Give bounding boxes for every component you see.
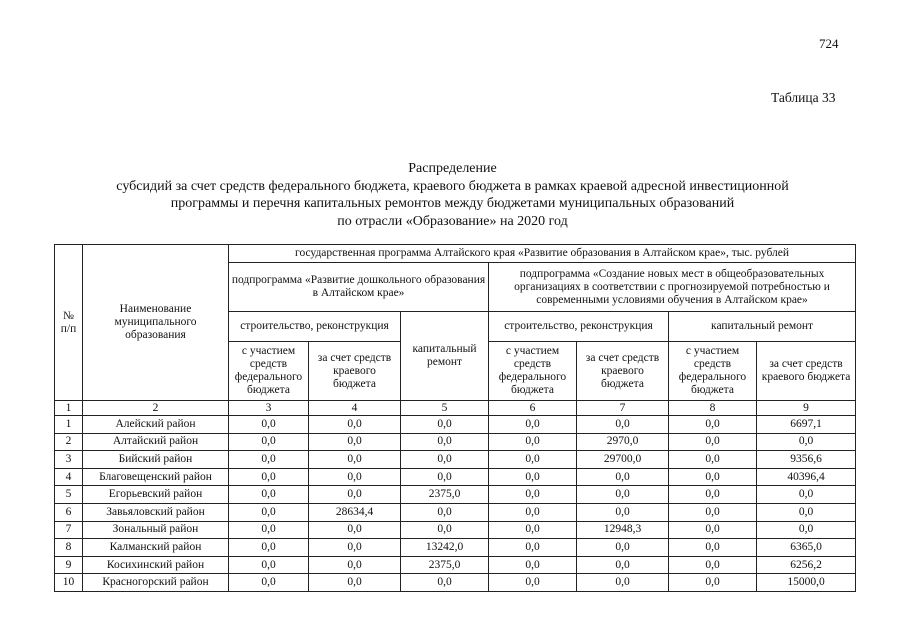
- cell-value: 0,0: [309, 556, 401, 574]
- cell-value: 0,0: [577, 416, 669, 434]
- municipality-name: Алейский район: [83, 416, 229, 434]
- cell-value: 0,0: [489, 433, 577, 451]
- cell-value: 0,0: [669, 486, 757, 504]
- table-label: Таблица 33: [771, 90, 836, 105]
- cell-value: 0,0: [309, 468, 401, 486]
- cell-value: 0,0: [309, 486, 401, 504]
- cell-value: 0,0: [669, 416, 757, 434]
- table-row: [55, 503, 856, 521]
- municipality-name: Благовещенский район: [83, 468, 229, 486]
- column-number: 1: [55, 401, 83, 416]
- table-row: [55, 521, 856, 539]
- cell-value: 0,0: [757, 521, 856, 539]
- header-federal: с участием средств федерального бюджета: [669, 342, 757, 401]
- cell-value: 2375,0: [401, 486, 489, 504]
- document-title: [40, 160, 865, 230]
- table-row: [55, 416, 856, 434]
- cell-value: 0,0: [309, 416, 401, 434]
- municipality-name: Зональный район: [83, 521, 229, 539]
- cell-value: 0,0: [229, 451, 309, 469]
- subsidy-table: [54, 244, 856, 592]
- cell-value: 0,0: [309, 433, 401, 451]
- cell-value: 0,0: [757, 503, 856, 521]
- municipality-name: Бийский район: [83, 451, 229, 469]
- column-number: 6: [489, 401, 577, 416]
- cell-value: 0,0: [229, 416, 309, 434]
- header-subprogram-preschool: подпрограмма «Развитие дошкольного образования в Алтайском крае»: [229, 263, 489, 312]
- cell-value: 15000,0: [757, 574, 856, 592]
- municipality-name: Алтайский район: [83, 433, 229, 451]
- cell-value: 0,0: [669, 521, 757, 539]
- title-line-3: программы и перечня капитальных ремонтов между бюджетами муниципальных образований: [170, 196, 735, 211]
- row-number: 10: [55, 574, 83, 592]
- table-row: [55, 433, 856, 451]
- municipality-name: Завьяловский район: [83, 503, 229, 521]
- table-row: [55, 539, 856, 557]
- cell-value: 6697,1: [757, 416, 856, 434]
- cell-value: 28634,4: [309, 503, 401, 521]
- header-construction-2: строительство, реконструкция: [489, 312, 669, 342]
- cell-value: 0,0: [229, 574, 309, 592]
- cell-value: 2375,0: [401, 556, 489, 574]
- cell-value: 0,0: [489, 486, 577, 504]
- row-number: 7: [55, 521, 83, 539]
- title-line-1: Распределение: [408, 161, 497, 176]
- header-program: государственная программа Алтайского края «Развитие образования в Алтайском крае», тыс. рублей: [229, 245, 856, 263]
- cell-value: 0,0: [489, 539, 577, 557]
- cell-value: 0,0: [577, 503, 669, 521]
- table-header: [55, 245, 856, 416]
- cell-value: 0,0: [309, 539, 401, 557]
- cell-value: 0,0: [577, 468, 669, 486]
- cell-value: 0,0: [229, 556, 309, 574]
- title-line-4: по отрасли «Образование» на 2020 год: [337, 213, 568, 229]
- cell-value: 0,0: [401, 574, 489, 592]
- header-construction-1: строительство, реконструкция: [229, 312, 401, 342]
- row-number: 1: [55, 416, 83, 434]
- column-number: 4: [309, 401, 401, 416]
- row-number: 3: [55, 451, 83, 469]
- cell-value: 0,0: [757, 486, 856, 504]
- row-number: 4: [55, 468, 83, 486]
- cell-value: 0,0: [669, 539, 757, 557]
- header-regional: за счет средств краевого бюджета: [577, 342, 669, 401]
- row-number: 9: [55, 556, 83, 574]
- cell-value: 0,0: [401, 451, 489, 469]
- header-name: Наименование муниципального образования: [83, 245, 229, 401]
- cell-value: 0,0: [489, 503, 577, 521]
- header-num: № п/п: [55, 245, 83, 401]
- cell-value: 0,0: [401, 416, 489, 434]
- cell-value: 0,0: [669, 451, 757, 469]
- cell-value: 0,0: [669, 574, 757, 592]
- cell-value: 0,0: [577, 574, 669, 592]
- cell-value: 12948,3: [577, 521, 669, 539]
- row-number: 8: [55, 539, 83, 557]
- cell-value: 40396,4: [757, 468, 856, 486]
- cell-value: 0,0: [401, 521, 489, 539]
- page-number: 724: [819, 36, 839, 51]
- cell-value: 0,0: [577, 539, 669, 557]
- header-federal: с участием средств федерального бюджета: [229, 342, 309, 401]
- table-body: [55, 416, 856, 592]
- municipality-name: Красногорский район: [83, 574, 229, 592]
- cell-value: 0,0: [229, 468, 309, 486]
- column-number: 3: [229, 401, 309, 416]
- cell-value: 0,0: [577, 486, 669, 504]
- column-number: 2: [83, 401, 229, 416]
- cell-value: 0,0: [669, 468, 757, 486]
- municipality-name: Калманский район: [83, 539, 229, 557]
- row-number: 5: [55, 486, 83, 504]
- cell-value: 2970,0: [577, 433, 669, 451]
- header-regional: за счет средств краевого бюджета: [309, 342, 401, 401]
- header-capital-repair-1: капитальный ремонт: [401, 312, 489, 401]
- cell-value: 29700,0: [577, 451, 669, 469]
- header-subprogram-new-places: подпрограмма «Создание новых мест в общеобразовательных организациях в соответствии с прогнозируемой потребностью и современными условиями обучения в Алтайском крае»: [489, 263, 856, 312]
- title-line-2: субсидий за счет средств федерального бюджета, краевого бюджета в рамках краевой адресной инвестиционной: [116, 178, 789, 194]
- column-number: 5: [401, 401, 489, 416]
- cell-value: 6256,2: [757, 556, 856, 574]
- cell-value: 13242,0: [401, 539, 489, 557]
- cell-value: 0,0: [401, 503, 489, 521]
- column-numbers-row: [55, 401, 856, 416]
- municipality-name: Косихинский район: [83, 556, 229, 574]
- cell-value: 0,0: [757, 433, 856, 451]
- cell-value: 0,0: [489, 556, 577, 574]
- column-number: 8: [669, 401, 757, 416]
- cell-value: 0,0: [489, 451, 577, 469]
- cell-value: 0,0: [229, 521, 309, 539]
- cell-value: 6365,0: [757, 539, 856, 557]
- cell-value: 0,0: [229, 433, 309, 451]
- cell-value: 0,0: [489, 416, 577, 434]
- cell-value: 0,0: [489, 574, 577, 592]
- table-row: [55, 468, 856, 486]
- cell-value: 0,0: [229, 486, 309, 504]
- cell-value: 0,0: [489, 521, 577, 539]
- header-federal: с участием средств федерального бюджета: [489, 342, 577, 401]
- table-row: [55, 486, 856, 504]
- cell-value: 9356,6: [757, 451, 856, 469]
- cell-value: 0,0: [309, 521, 401, 539]
- header-capital-repair-2: капитальный ремонт: [669, 312, 856, 342]
- cell-value: 0,0: [309, 451, 401, 469]
- column-number: 9: [757, 401, 856, 416]
- cell-value: 0,0: [669, 503, 757, 521]
- header-regional: за счет средств краевого бюджета: [757, 342, 856, 401]
- cell-value: 0,0: [309, 574, 401, 592]
- cell-value: 0,0: [577, 556, 669, 574]
- row-number: 6: [55, 503, 83, 521]
- table-row: [55, 451, 856, 469]
- table-row: [55, 556, 856, 574]
- column-number: 7: [577, 401, 669, 416]
- cell-value: 0,0: [669, 433, 757, 451]
- cell-value: 0,0: [229, 539, 309, 557]
- municipality-name: Егорьевский район: [83, 486, 229, 504]
- row-number: 2: [55, 433, 83, 451]
- cell-value: 0,0: [401, 468, 489, 486]
- cell-value: 0,0: [489, 468, 577, 486]
- cell-value: 0,0: [401, 433, 489, 451]
- cell-value: 0,0: [669, 556, 757, 574]
- cell-value: 0,0: [229, 503, 309, 521]
- table-row: [55, 574, 856, 592]
